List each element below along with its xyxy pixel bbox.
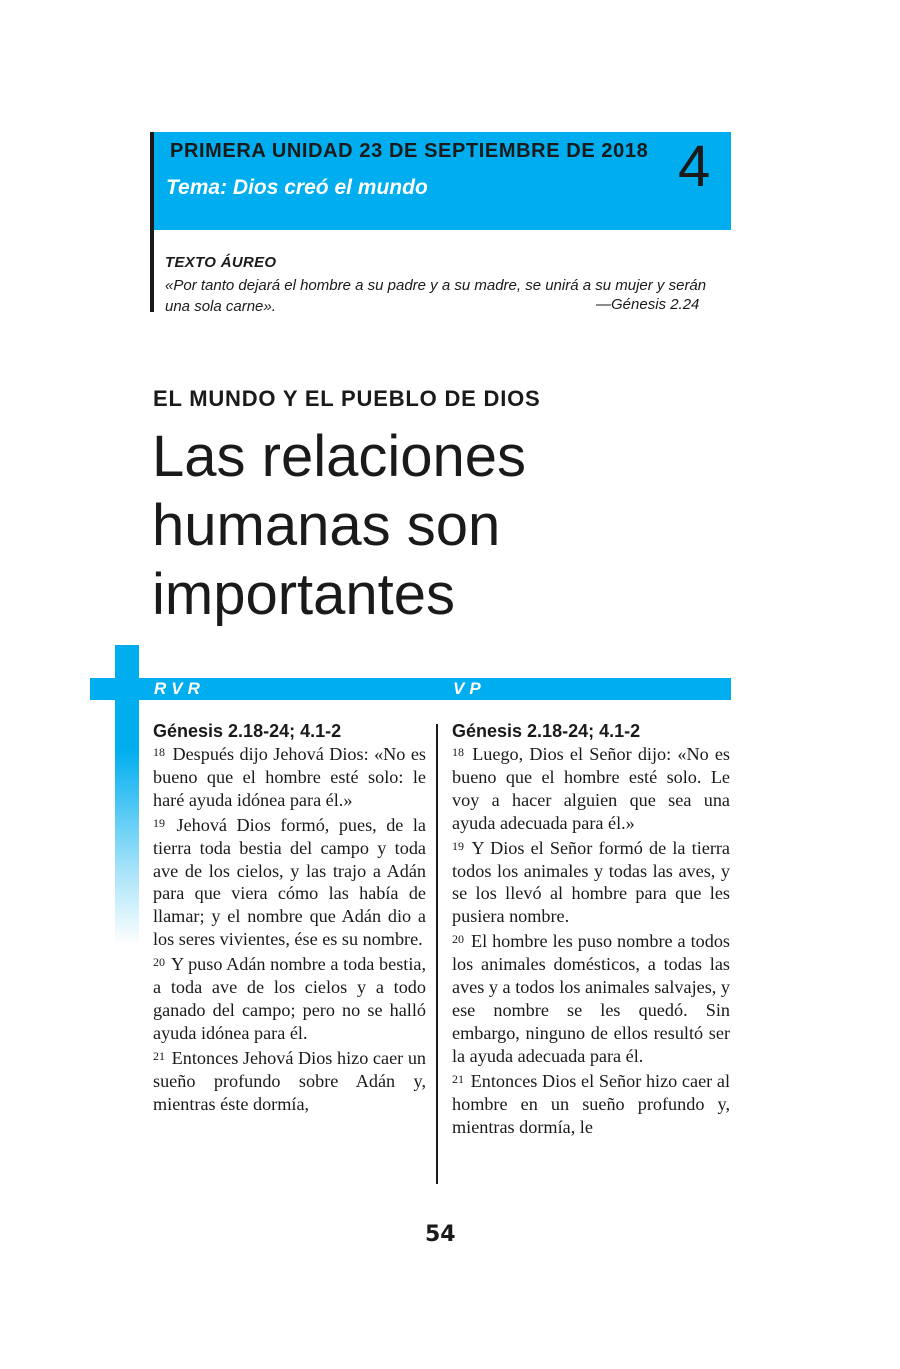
verse-number: 19 [452, 838, 464, 853]
verse-text: Entonces Jehová Dios hizo caer un sueño profundo sobre Adán y, mientras éste dormía, [153, 1047, 427, 1114]
page-number: 54 [425, 1222, 456, 1247]
rvr-version-label: RVR [154, 679, 205, 698]
vp-version-label: VP [453, 679, 486, 698]
vp-reference: Génesis 2.18-24; 4.1-2 [452, 721, 641, 741]
vp-column [452, 721, 730, 1138]
verse-number: 18 [452, 745, 464, 759]
column-divider [436, 724, 438, 1184]
verse [452, 835, 730, 929]
verse-text: Y puso Adán nombre a toda bestia, a toda ave de los cielos y a todo ganado del campo; pero no se halló ayuda idónea para él. [153, 954, 427, 1043]
verse [153, 1045, 426, 1116]
verse-text: Después dijo Jehová Dios: «No es bueno que el hombre esté solo: le haré ayuda idónea para él.» [153, 744, 426, 810]
verse-text: El hombre les puso nombre a todos los animales domésticos, a todas las aves y a todos los animales salvajes, y ese nombre se les quedó. Sin embargo, ninguno de ellos resultó ser la ayuda adecuada para él. [452, 931, 730, 1066]
verse-text: Entonces Dios el Señor hizo caer al hombre en un sueño profundo y, mientras dormía, le [452, 1070, 730, 1137]
lesson-number: 4 [678, 134, 711, 199]
verse [153, 951, 426, 1045]
verse-number: 21 [452, 1071, 464, 1086]
unit-date-line: PRIMERA UNIDAD 23 DE SEPTIEMBRE DE 2018 [170, 140, 649, 162]
verse-text: Luego, Dios el Señor dijo: «No es bueno que el hombre esté solo. Le voy a hacer alguien que sea una ayuda adecuada para él.» [452, 744, 731, 833]
verse-number: 18 [153, 745, 165, 759]
verse-number: 19 [153, 815, 165, 830]
golden-text-reference: —Génesis 2.24 [596, 296, 700, 313]
verse-text: Y Dios el Señor formó de la tierra todos los animales y todas las aves, y se los llevó al hombre para que les pusiera nombre. [452, 837, 731, 927]
verse-text: Jehová Dios formó, pues, de la tierra toda bestia del campo y toda ave de los cielos, y las trajo a Adán para que viera cómo las había de llamar; y el nombre que Adán dio a los seres vivientes, ése es su nombre. [153, 814, 426, 950]
golden-text-label: TEXTO ÁUREO [165, 254, 277, 271]
section-heading: EL MUNDO Y EL PUEBLO DE DIOS [153, 386, 541, 411]
verse-number: 20 [452, 932, 464, 947]
rvr-column [153, 721, 426, 1116]
verse-number: 20 [153, 955, 165, 970]
verse [452, 1068, 730, 1139]
lesson-theme: Tema: Dios creó el mundo [166, 176, 428, 199]
header-left-rule [150, 132, 154, 312]
verse [153, 812, 426, 951]
verse [452, 928, 730, 1067]
verse-number: 21 [153, 1048, 165, 1063]
rvr-reference: Génesis 2.18-24; 4.1-2 [153, 721, 342, 741]
golden-text-quote: «Por tanto dejará el hombre a su padre y a su madre, se unirá a su mujer y serán una sola carne». [165, 277, 707, 315]
verse [452, 741, 730, 835]
verse [153, 741, 426, 812]
lesson-title: Las relaciones humanas son importantes [152, 424, 526, 627]
